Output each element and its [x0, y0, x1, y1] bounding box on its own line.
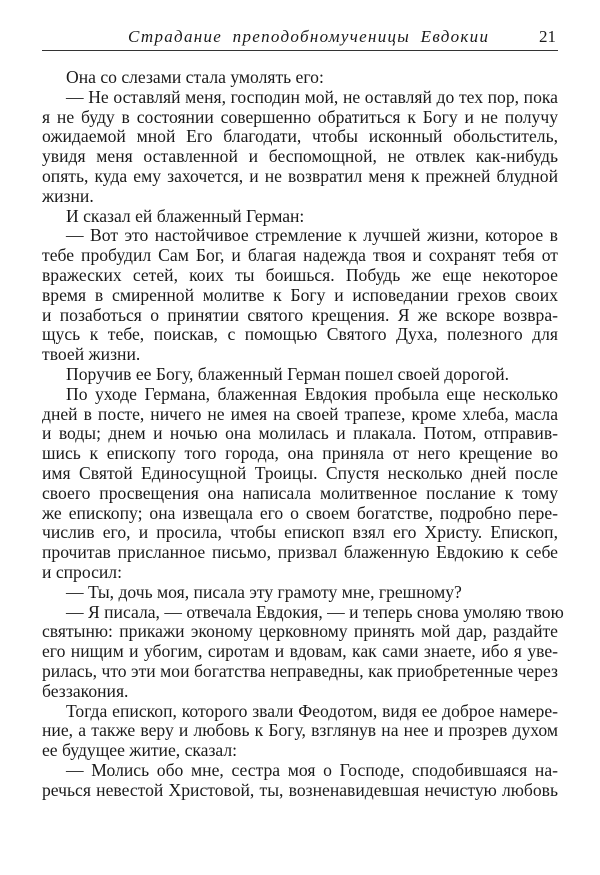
text-line: числив его, и просила, чтобы епископ взял его Христу. Епископ, — [42, 522, 558, 543]
text-line: — Ты, дочь моя, писала эту грамоту мне, грешному? — [66, 581, 462, 602]
text-line: и спросил: — [42, 561, 122, 582]
running-title: Страдание преподобномученицы Евдокии — [128, 27, 490, 46]
text-line: тебе пробудил Сам Бог, и благая надежда твоя и сохранят тебя от — [42, 245, 558, 266]
text-line: речься невестой Христовой, ты, возненавидевшая нечистую любовь — [42, 779, 558, 800]
text-line: его нищим и убогим, сиротам и вдовам, как сами знаете, ибо я уве- — [42, 641, 558, 662]
paragraph — [42, 583, 558, 603]
text-line: щусь к тебе, поискав, с помощью Святого Духа, полезного для — [42, 324, 558, 345]
text-line: — Не оставляй меня, господин мой, не оставляй до тех пор, пока — [66, 86, 558, 107]
text-line: ожидаемой мной Его благодати, чтобы исконный обольститель, — [42, 126, 558, 147]
paragraph — [42, 601, 564, 702]
page-number: 21 — [539, 27, 556, 46]
text-line: своего просвещения она написала молитвенное послание к тому — [42, 482, 558, 503]
paragraph — [42, 385, 558, 583]
text-line: Она со слезами стала умолять его: — [66, 67, 324, 87]
page-body-text — [42, 67, 564, 800]
text-line: вражеских сетей, коих ты боишься. Побудь же еще некоторое — [42, 264, 558, 285]
text-line: рилась, что эти мои богатства неправедны, как приобретенные через — [42, 660, 558, 681]
paragraph — [42, 226, 558, 365]
text-line: твоей жизни. — [42, 344, 141, 365]
text-line: увидя меня оставленной и беспомощной, не отвлек как-нибудь — [42, 146, 558, 167]
paragraph — [42, 761, 558, 801]
text-line: — Молись обо мне, сестра моя о Господе, сподобившаяся на- — [66, 759, 558, 780]
text-line: дней в посте, ничего не имея на своей трапезе, кроме хлеба, масла — [42, 403, 558, 424]
text-line: опять, куда ему захочется, и не возвратил меня к прежней блудной — [42, 165, 558, 186]
text-line: время в смиренной молитве к Богу и исповедании грехов своих — [42, 284, 558, 305]
text-line: — Вот это настойчивое стремление к лучшей жизни, которое в — [66, 225, 558, 246]
text-line: И сказал ей блаженный Герман: — [66, 205, 305, 226]
text-line: имя Святой Единосущной Троицы. Спустя несколько дней после — [42, 462, 558, 483]
text-line: жизни. — [42, 185, 94, 206]
text-line: и позаботься о принятии святого крещения. Я же вскоре возвра- — [42, 304, 558, 325]
text-line: шись к епископу того города, она приняла от него крещение во — [42, 443, 558, 464]
text-line: я не буду в состоянии совершенно обратиться к Богу и не получу — [42, 106, 558, 127]
paragraph — [42, 207, 558, 227]
text-line: ее будущее житие, сказал: — [42, 740, 238, 761]
text-line: святыню: прикажи эконому церковному принять мой дар, раздайте — [42, 621, 558, 642]
text-line: Тогда епископ, которого звали Феодотом, видя ее доброе намере- — [66, 700, 558, 721]
paragraph — [42, 702, 558, 761]
text-line: беззакония. — [42, 680, 129, 701]
paragraph — [42, 68, 558, 88]
text-line: Поручив ее Богу, блаженный Герман пошел своей дорогой. — [66, 363, 510, 384]
text-line: ние, а также веру и любовь к Богу, взглянув на нее и прозрев духом — [42, 720, 558, 741]
text-line: — Я писала, — отвечала Евдокия, — и теперь снова умоляю твою — [66, 601, 564, 622]
paragraph — [42, 365, 558, 385]
paragraph — [42, 88, 558, 207]
header-rule — [42, 50, 558, 51]
text-line: По уходе Германа, блаженная Евдокия пробыла еще несколько — [66, 383, 558, 404]
running-header — [42, 27, 558, 49]
text-line: прочитав присланное письмо, призвал блаженную Евдокию к себе — [42, 542, 558, 563]
text-line: и воды; днем и ночью она молилась и плакала. Потом, отправив- — [42, 423, 558, 444]
text-line: же епископу; она извещала его о своем богатстве, подробно пере- — [42, 502, 558, 523]
